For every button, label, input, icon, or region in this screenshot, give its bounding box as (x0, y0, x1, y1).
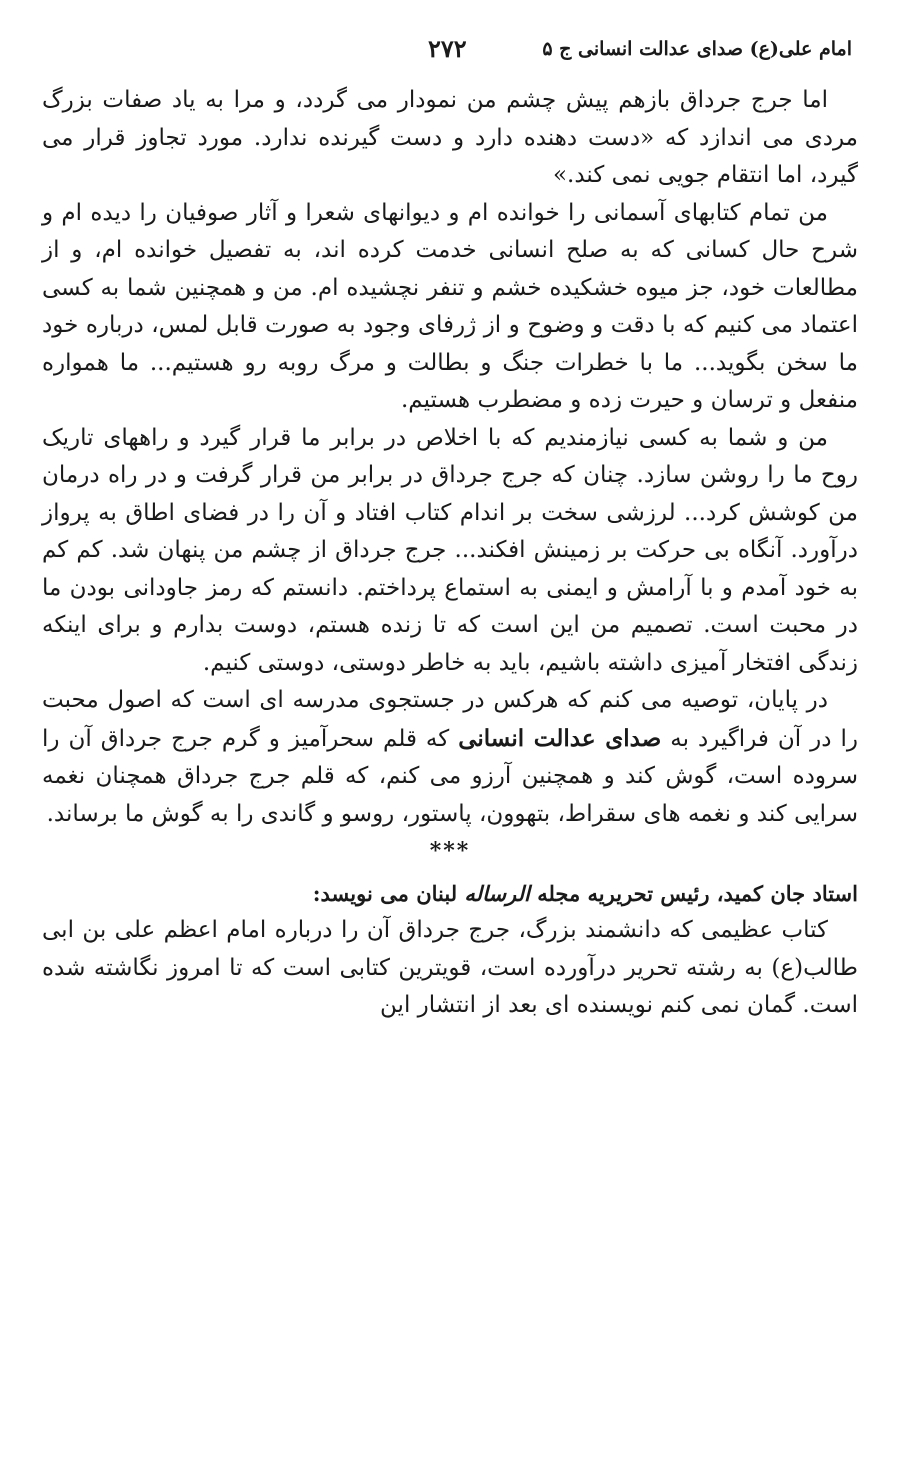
paragraph-3: من و شما به کسی نیازمندیم که با اخلاص در برابر ما قرار گیرد و راههای تاریک روح ما را روشن سازد. چنان که جرج جرداق در برابر من قرار گرفت و در راه درمان من کوشش کرد... لرزشی سخت بر اندام کتاب افتاد و آن را در فضای اطاق به پرواز درآورد. آنگاه بی حرکت بر زمینش افکند... جرج جرداق از چشم من پنهان شد. کم کم به خود آمدم و با آرامش و ایمنی به استماع پرداختم. دانستم که رمز جاودانی بودن ما در محبت است. تصمیم من این است که تا زنده هستم، دوست بدارم و برای اینکه زندگی افتخار آمیزی داشته باشیم، باید به خاطر دوستی، دوستی کنیم. (42, 424, 858, 676)
paragraph-4-text-b: که قلم سحرآمیز و گرم جرج جرداق آن را سروده است، گوش کند و همچنین آرزو می کنم، که قلم جرج جرداق همچنان نغمه سرایی کند و نغمه های سقراط، بتهوون، پاستور، روسو و گاندی را به گوش ما برساند. (42, 725, 858, 827)
paragraph-4-text-a: در پایان، توصیه می کنم که هرکس در جستجوی مدرسه ای است که اصول محبت را در آن فراگیرد به (42, 687, 858, 752)
heading-text-b: لبنان می نویسد: (312, 880, 465, 906)
page-header (40, 34, 860, 74)
running-title: امام علی(ع) صدای عدالت انسانی ج ۵ (542, 38, 852, 60)
paragraph-4 (42, 682, 858, 833)
page-number: ۲۷۲ (428, 34, 467, 63)
paragraph-2: من تمام کتابهای آسمانی را خوانده ام و دیوانهای شعرا و آثار صوفیان را دیده ام و شرح حال کسانی که به صلح انسانی خدمت کرده اند، به تفصیل خوانده ام، و از مطالعات خود، جز میوه خشکیده خشم و تنفر نچشیده ام. من و همچنین شما به کسی اعتماد می کنیم که با دقت و وضوح و از ژرفای وجود به صورت قابل لمس، درباره خود ما سخن بگوید... ما با خطرات جنگ و بطالت و مرگ روبه رو هستیم... ما همواره منفعل و ترسان و حیرت زده و مضطرب هستیم. (42, 199, 858, 413)
book-title-phrase: صدای عدالت انسانی (458, 724, 662, 752)
section-heading (42, 875, 858, 913)
paragraph-1: اما جرج جرداق بازهم پیش چشم من نمودار می گردد، و مرا به یاد صفات بزرگ مردی می اندازد که «دست دهنده دارد و دست گیرنده ندارد. مورد تجاوز قرار می گیرد، اما انتقام جویی نمی کند.» (42, 87, 858, 188)
paragraph-5: کتاب عظیمی که دانشمند بزرگ، جرج جرداق آن را درباره امام اعظم علی بن ابی طالب(ع) به رشته تحریر درآورده است، قویترین کتابی است که تا امروز نگاشته شده است. گمان نمی کنم نویسنده ای بعد از انتشار این (42, 917, 858, 1018)
heading-text-a: استاد جان کمید، رئیس تحریریه مجله (529, 880, 858, 906)
body-text (42, 82, 858, 1025)
section-separator: *** (429, 838, 471, 864)
magazine-name: الرساله (464, 880, 530, 906)
